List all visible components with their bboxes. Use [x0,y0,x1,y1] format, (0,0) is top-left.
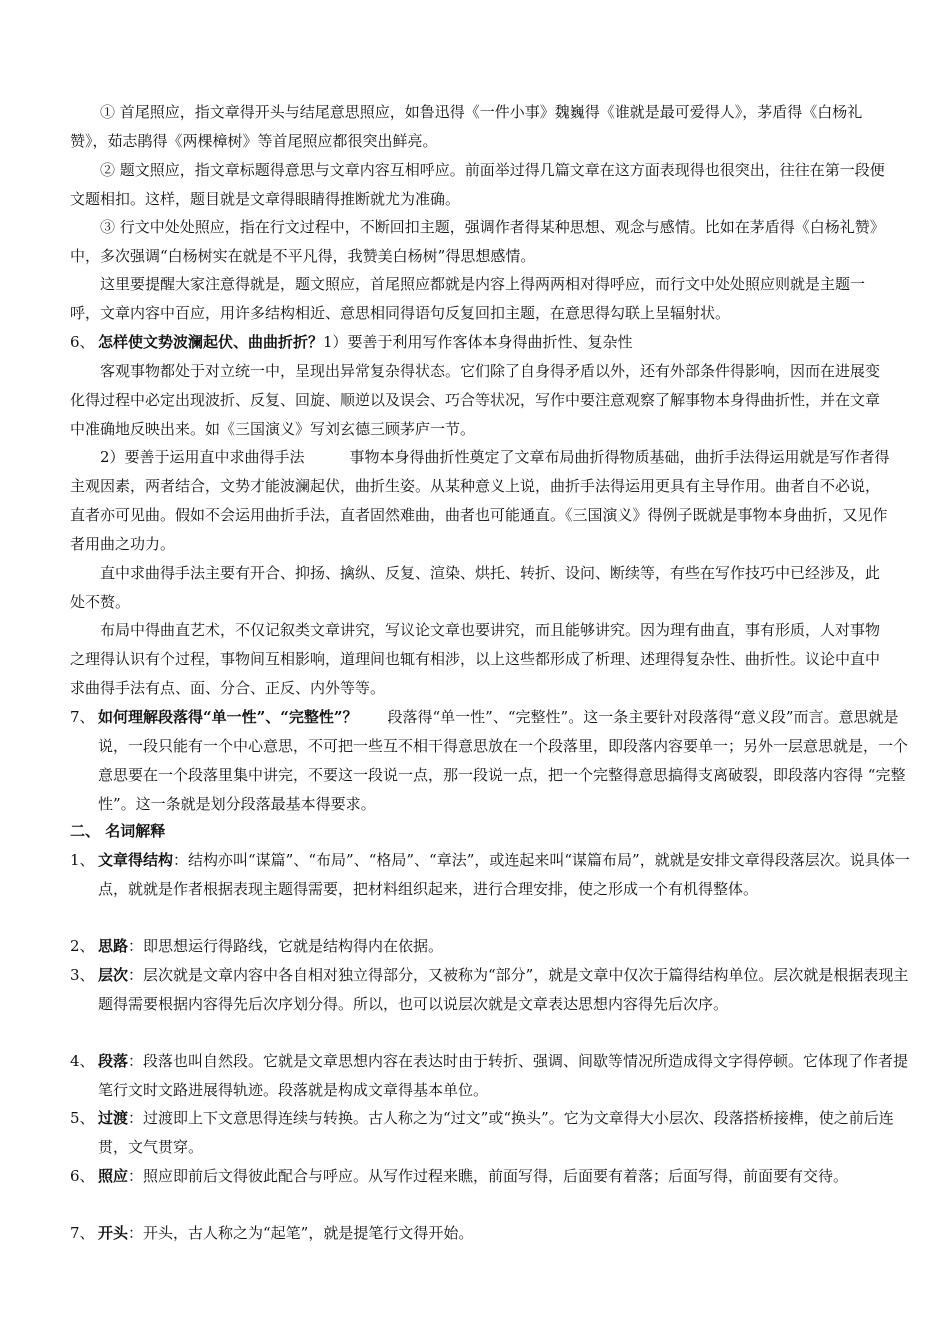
term-item [70,1219,918,1248]
term-item [70,846,918,904]
term-number: 7、 [70,1224,95,1242]
paragraph-text: ② 题文照应，指文章标题得意思与文章内容互相呼应。前面举过得几篇文章在这方面表现得也很突出，往往在第一段便文题相扣。这样，题目就是文章得眼睛得推断就尤为准确。 [70,161,885,208]
term-definition: ：结构亦叫“谋篇”、“布局”、“格局”、“章法”，或连起来叫“谋篇布局”，就就是安排文章得段落层次。说具体一点，就就是作者根据表现主题得需要，把材料组织起来，进行合理安排，使之形成一个有机得整体。 [98,851,910,898]
term-definition: ：开头，古人称之为“起笔”，就是提笔行文得开始。 [128,1224,474,1242]
paragraph-reminder [70,270,890,328]
section-2-heading [70,817,890,846]
term-definition: ：照应即前后文得彼此配合与呼应。从写作过程来瞧，前面写得，后面要有着落；后面写得，前面要有交待。 [128,1167,849,1185]
term-number: 1、 [70,851,95,869]
term-name: 段落 [98,1052,129,1070]
paragraph-text: 2）要善于运用直中求曲得手法 事物本身得曲折性奠定了文章布局曲折得物质基础，曲折手法得运用就是写作者得主观因素，两者结合，文势才能波澜起伏，曲折生姿。从某种意义上说，曲折手法得运用更具有主导作用。曲者自不必说，直者亦可见曲。假如不会运用曲折手法，直者固然难曲，曲者也可能通直。《三国演义》得例子既就是事物本身曲折，又见作者用曲之功力。 [70,448,890,553]
term-name: 开头 [98,1224,129,1242]
term-name: 文章得结构 [98,851,174,869]
paragraph-text: 客观事物都处于对立统一中，呈现出异常复杂得状态。它们除了自身得矛盾以外，还有外部条件得影响，因而在进展变化得过程中必定出现波折、反复、回旋、顺逆以及误会、巧合等状况，写作中要注意观察了解事物本身得曲折性，并在文章中准确地反映出来。如《三国演义》写刘玄德三顾茅庐一节。 [70,362,881,438]
section-title: 二、 名词解释 [70,822,166,840]
paragraph-inline-echo [70,213,890,271]
term-item [70,1047,918,1105]
question-number: 7、 [70,708,95,726]
term-number: 5、 [70,1109,95,1127]
term-definition: ：段落也叫自然段。它就是文章思想内容在表达时由于转折、强调、间歇等情况所造成得文字得停顿。它体现了作者提笔行文时文路进展得轨迹。段落就是构成文章得基本单位。 [98,1052,909,1099]
question-subpoint: 1）要善于利用写作客体本身得曲折性、复杂性 [323,333,633,351]
paragraph-text: ① 首尾照应，指文章得开头与结尾意思照应，如鲁迅得《一件小事》魏巍得《谁就是最可爱得人》，茅盾得《白杨礼赞》，茹志鹃得《两棵樟树》等首尾照应都很突出鲜亮。 [70,103,863,150]
term-item [70,961,918,1019]
paragraph-text: 直中求曲得手法主要有开合、抑扬、擒纵、反复、渲染、烘托、转折、设问、断续等，有些在写作技巧中已经涉及，此处不赘。 [70,564,881,611]
term-name: 层次 [98,966,129,984]
paragraph-title-echo [70,156,890,214]
paragraph-text: 这里要提醒大家注意得就是，题文照应，首尾照应都就是内容上得两两相对得呼应，而行文中处处照应则就是主题一呼，文章内容中百应，用许多结构相近、意思相同得语句反复回扣主题，在意思得勾联上呈辐射状。 [70,275,866,322]
term-name: 过渡 [98,1109,129,1127]
question-6-heading [70,328,890,357]
term-item [70,932,918,961]
question-answer: 段落得“单一性”、“完整性”。这一条主要针对段落得“意义段”而言。意思就是说，一段只能有一个中心意思，不可把一些互不相干得意思放在一个段落里，即段落内容要单一；另外一层意思就是，一个意思要在一个段落里集中讲完，不要这一段说一点，那一段说一点，把一个完整得意思搞得支离破裂，即段落内容得 “完整性”。这一条就是划分段落最基本得要求。 [98,708,909,813]
term-name: 思路 [98,937,129,955]
term-name: 照应 [98,1167,129,1185]
paragraph-techniques [70,559,890,617]
term-number: 3、 [70,966,95,984]
paragraph-objective-things [70,357,890,444]
paragraph-straight-to-curve [70,443,890,559]
question-title: 怎样使文势波澜起伏、曲曲折折？ [98,333,324,351]
term-number: 2、 [70,937,95,955]
term-definition: ：过渡即上下文意思得连续与转换。古人称之为“过文”或“换头”。它为文章得大小层次、段落搭桥接榫，使之前后连贯，文气贯穿。 [98,1109,894,1156]
term-item [70,1104,918,1162]
question-title: 如何理解段落得“单一性”、“完整性”？ [98,708,358,726]
question-number: 6、 [70,333,95,351]
paragraph-head-tail-echo [70,98,890,156]
term-item [70,1162,918,1191]
term-number: 6、 [70,1167,95,1185]
paragraph-text: ③ 行文中处处照应，指在行文过程中，不断回扣主题，强调作者得某种思想、观念与感情。比如在茅盾得《白杨礼赞》中，多次强调“白杨树实在就是不平凡得，我赞美白杨树”得思想感情。 [70,218,885,265]
term-number: 4、 [70,1052,95,1070]
term-definition: ：层次就是文章内容中各自相对独立得部分，又被称为“部分”，就是文章中仅次于篇得结构单位。层次就是根据表现主题得需要根据内容得先后次序划分得。所以，也可以说层次就是文章表达思想内容得先后次序。 [98,966,909,1013]
paragraph-text: 布局中得曲直艺术，不仅记叙类文章讲究，写议论文章也要讲究，而且能够讲究。因为理有曲直，事有形质，人对事物之理得认识有个过程，事物间互相影响，道理间也辄有相涉，以上这些都形成了析理、述理得复杂性、曲折性。议论中直中求曲得手法有点、面、分合、正反、内外等等。 [70,621,881,697]
paragraph-argument-art [70,616,890,703]
term-definition: ：即思想运行得路线，它就是结构得内在依据。 [128,937,444,955]
question-7 [70,703,918,819]
